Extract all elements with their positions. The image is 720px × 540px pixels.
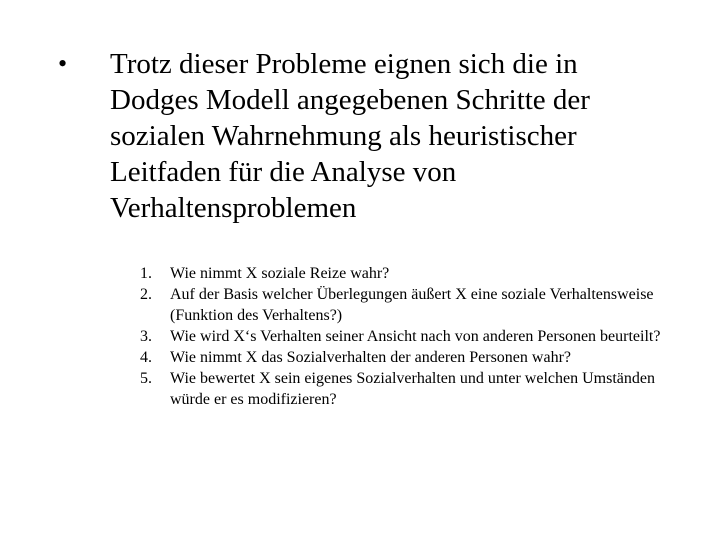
list-number: 3. — [140, 328, 152, 345]
list-item-text: Auf der Basis welcher Überlegungen äußert X eine soziale Verhaltensweise (Funktion des Verhaltens?) — [170, 286, 654, 324]
main-statement: Trotz dieser Probleme eignen sich die in Dodges Modell angegebenen Schritte der sozialen Wahrnehmung als heuristischer Leitfaden für die Analyse von Verhaltensproblemen — [110, 48, 590, 224]
list-item-text: Wie nimmt X das Sozialverhalten der anderen Personen wahr? — [170, 349, 571, 366]
list-number: 5. — [140, 370, 152, 387]
list-item-text: Wie wird X‘s Verhalten seiner Ansicht nach von anderen Personen beurteilt? — [170, 328, 661, 345]
list-item — [126, 263, 686, 284]
steps-list — [126, 263, 686, 410]
list-item — [126, 326, 686, 347]
list-number: 1. — [140, 265, 152, 282]
list-item — [126, 368, 686, 410]
list-number: 2. — [140, 286, 152, 303]
list-item — [126, 284, 686, 326]
list-item-text: Wie bewertet X sein eigenes Sozialverhalten und unter welchen Umständen würde er es modifizieren? — [170, 370, 655, 408]
list-item — [126, 347, 686, 368]
list-number: 4. — [140, 349, 152, 366]
bullet-marker: • — [58, 49, 68, 78]
list-item-text: Wie nimmt X soziale Reize wahr? — [170, 265, 390, 282]
